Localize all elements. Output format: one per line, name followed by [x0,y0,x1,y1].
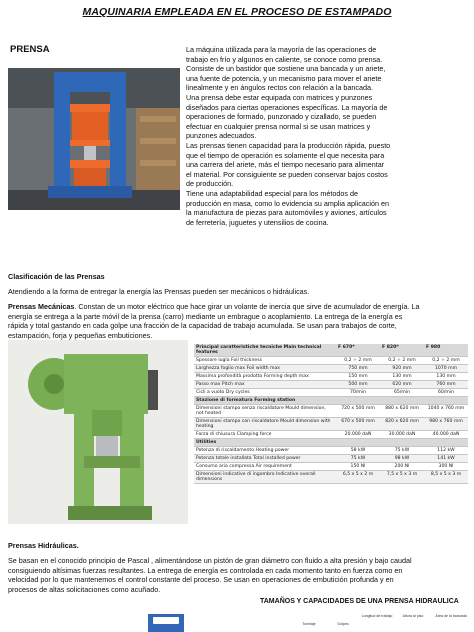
spec-cell: 0,2 ÷ 2 mm [424,357,468,365]
description-line: de producción. [186,179,234,189]
description-line: Una prensa debe estar equipada con matrices y punzones [186,92,373,102]
description-line: efectuar en cualquier prensa normal si se usan matrices y [186,121,371,131]
sizes-column-header: Longitud de trabajo [361,614,393,618]
spec-cell: 6,5 x 5 x 2 m [336,471,380,484]
description-line: Las prensas tienen capacidad para la producción rápida, puesto [186,140,391,150]
hydraulic-press-sizes-title: TAMAÑOS Y CAPACIDADES DE UNA PRENSA HIDRAULICA [260,598,459,605]
spec-cell: 980 x 760 mm [424,418,468,431]
spec-header-model: F 670* [336,344,380,357]
spec-cell: 130 mm [380,373,424,381]
spec-row-label: Potenza totale installata Total installed power [194,455,336,463]
hydraulic-line: procesos de altas solicitaciones como acuñado. [8,584,161,594]
spec-row-label: Passo max Pitch max [194,381,336,389]
spec-header-model: F 980 [424,344,468,357]
spec-cell: 150 Nl [336,463,380,471]
mechanical-presses-lead: Prensas Mecánicas [8,302,75,311]
spec-cell: 1040 x 760 mm [424,405,468,418]
spec-cell: 8,5 x 5 x 3 m [424,471,468,484]
spec-group-label: Utilities [194,439,468,447]
sizes-column-header: Golpes [337,622,349,626]
spec-cell: 65/min [380,389,424,397]
description-line: una carrera del ariete, más el tiempo necesario para alimentar [186,160,385,170]
spec-row-label: Cicli a vuoto Dry cycles [194,389,336,397]
spec-row-label: Potenza di riscaldamento Heating power [194,447,336,455]
description-line: el material. Por consiguiente se pueden conservar bajos costos [186,169,388,179]
description-line: una fuente de potencia, y un mecanismo para mover el ariete [186,73,382,83]
spec-cell: 60/min [424,389,468,397]
mechanical-line: . Constan de un motor eléctrico que hace girar un volante de inercia que sirve de acumulador de energía. La [74,302,420,311]
sizes-column-header: Área de la bancada [435,614,467,618]
classification-heading: Clasificación de las Prensas [8,272,105,281]
description-line: trabajo en frío y algunos en caliente, se conoce como prensa. [186,54,383,64]
hydraulic-press-photo [8,68,180,210]
description-line: La máquina utilizada para la mayoría de las operaciones de [186,45,377,54]
spec-cell: 1070 mm [424,365,468,373]
spec-row-label: Dimensioni indicative di ingombro Indicative overall dimensions [194,471,336,484]
spec-cell: 58 kW [336,447,380,455]
press-description [186,45,466,227]
spec-cell: 750 mm [336,365,380,373]
spec-cell: 300 Nl [424,463,468,471]
spec-cell: 112 kW [424,447,468,455]
page-title: MAQUINARIA EMPLEADA EN EL PROCESO DE ESTAMPADO [82,6,392,18]
spec-row-label: Dimensioni stampo con riscaldatore Mould dimension with heating [194,418,336,431]
spec-cell: 500 mm [336,381,380,389]
spec-cell: 40.000 daN [424,431,468,439]
spec-cell: 880 x 620 mm [380,405,424,418]
spec-cell: 98 kW [380,455,424,463]
spec-cell: 200 Nl [380,463,424,471]
spec-cell: 7,5 x 5 x 3 m [380,471,424,484]
manufacturer-logo [148,614,184,632]
spec-row-label: Dimensioni stampo senza riscaldatore Mould dimension, not heated [194,405,336,418]
spec-cell: 620 mm [380,381,424,389]
hydraulic-presses-paragraph [8,556,470,594]
hydraulic-press-illustration [8,68,180,210]
spec-cell: 720 x 500 mm [336,405,380,418]
spec-cell: 820 x 620 mm [380,418,424,431]
spec-row-label: Massima profondità prodotto Forming depth max [194,373,336,381]
spec-cell: 670 x 500 mm [336,418,380,431]
mechanical-press-illustration [8,340,188,524]
hydraulic-line: velocidad por lo que mantenemos el control constante del proceso. Se usan en operaciones de embutición profunda y en [8,575,394,585]
hydraulic-line: consiguiendo altísimas fuerzas resultantes. La entrega de energía es controlada en cada momento tanto en fuerza como en [8,565,403,575]
spec-row-label: Larghezza foglio max Foil width max [194,365,336,373]
mechanical-line: energía se entrega a la parte móvil de la prensa (carro) mediante un embrague o acoplamiento. La entrega de la energía es [8,311,403,321]
mechanical-line: rápida y total gastando en cada golpe una fracción de la capacidad de trabajo acumulada. Se usan para trabajos de corte, [8,321,397,331]
description-line: la manufactura de piezas para automóviles y aviones, artículos [186,208,387,218]
spec-row-label: Spessore lugla Foil thickness [194,357,336,365]
spec-row-label: Forza di chiusura Clamping force [194,431,336,439]
spec-cell: 0,2 ÷ 2 mm [380,357,424,365]
mechanical-press-photo [8,340,188,524]
description-line: punzones adecuados. [186,131,257,141]
classification-intro: Atendiendo a la forma de entregar la energía las Prensas pueden ser mecánicos o hidráulicas. [8,287,310,296]
description-line: Tiene una adaptabilidad especial para los métodos de [186,188,358,198]
description-line: de ferretería, juguetes y utensilios de cocina. [186,217,329,227]
spec-cell: 75 kW [380,447,424,455]
spec-row-label: Consumo aria compressa Air requirement [194,463,336,471]
spec-cell: 150 mm [336,373,380,381]
description-line: operaciones de formado, punzonado y cizallado, se pueden [186,112,377,122]
mechanical-presses-paragraph [8,302,470,340]
sizes-column-header: Tonelaje [302,622,316,626]
spec-cell: 70/min [336,389,380,397]
sizes-column-header: Altura al piso [402,614,424,618]
description-line: diseñados para ciertas operaciones específicas. La mayoría de [186,102,388,112]
spec-cell: 141 kW [424,455,468,463]
hydraulic-press-sizes-table [148,610,474,632]
spec-header-features: Principal caratteristiche tecniche Main technical features [194,344,336,357]
spec-cell: 30.000 daN [380,431,424,439]
spec-table-grid [194,344,468,484]
description-line: producción en masa, como lo evidencia su amplia aplicación en [186,198,389,208]
description-line: linealmente y en ángulos rectos con relación a la bancada. [186,83,373,93]
spec-group-label: Stazione di formatura Forming station [194,397,468,405]
spec-cell: 75 kW [336,455,380,463]
spec-cell: 0,2 ÷ 2 mm [336,357,380,365]
spec-table [194,344,468,518]
spec-cell: 920 mm [380,365,424,373]
description-line: que el tiempo de operación es solamente el que necesita para [186,150,385,160]
description-line: Consiste de un bastidor que sostiene una bancada y un ariete, [186,64,386,74]
hydraulic-line: Se basan en el conocido principio de Pascal , alimentándose un pistón de gran diámetro con fluido a alta presión y bajo caudal [8,556,412,565]
hydraulic-presses-heading: Prensas Hidráulicas. [8,541,79,550]
mechanical-line: estampación, forja y pequeñas embuticiones. [8,330,153,340]
spec-cell: 130 mm [424,373,468,381]
section-heading-prensa: PRENSA [10,44,50,55]
spec-cell: 20.000 daN [336,431,380,439]
spec-cell: 760 mm [424,381,468,389]
spec-header-model: F 820* [380,344,424,357]
